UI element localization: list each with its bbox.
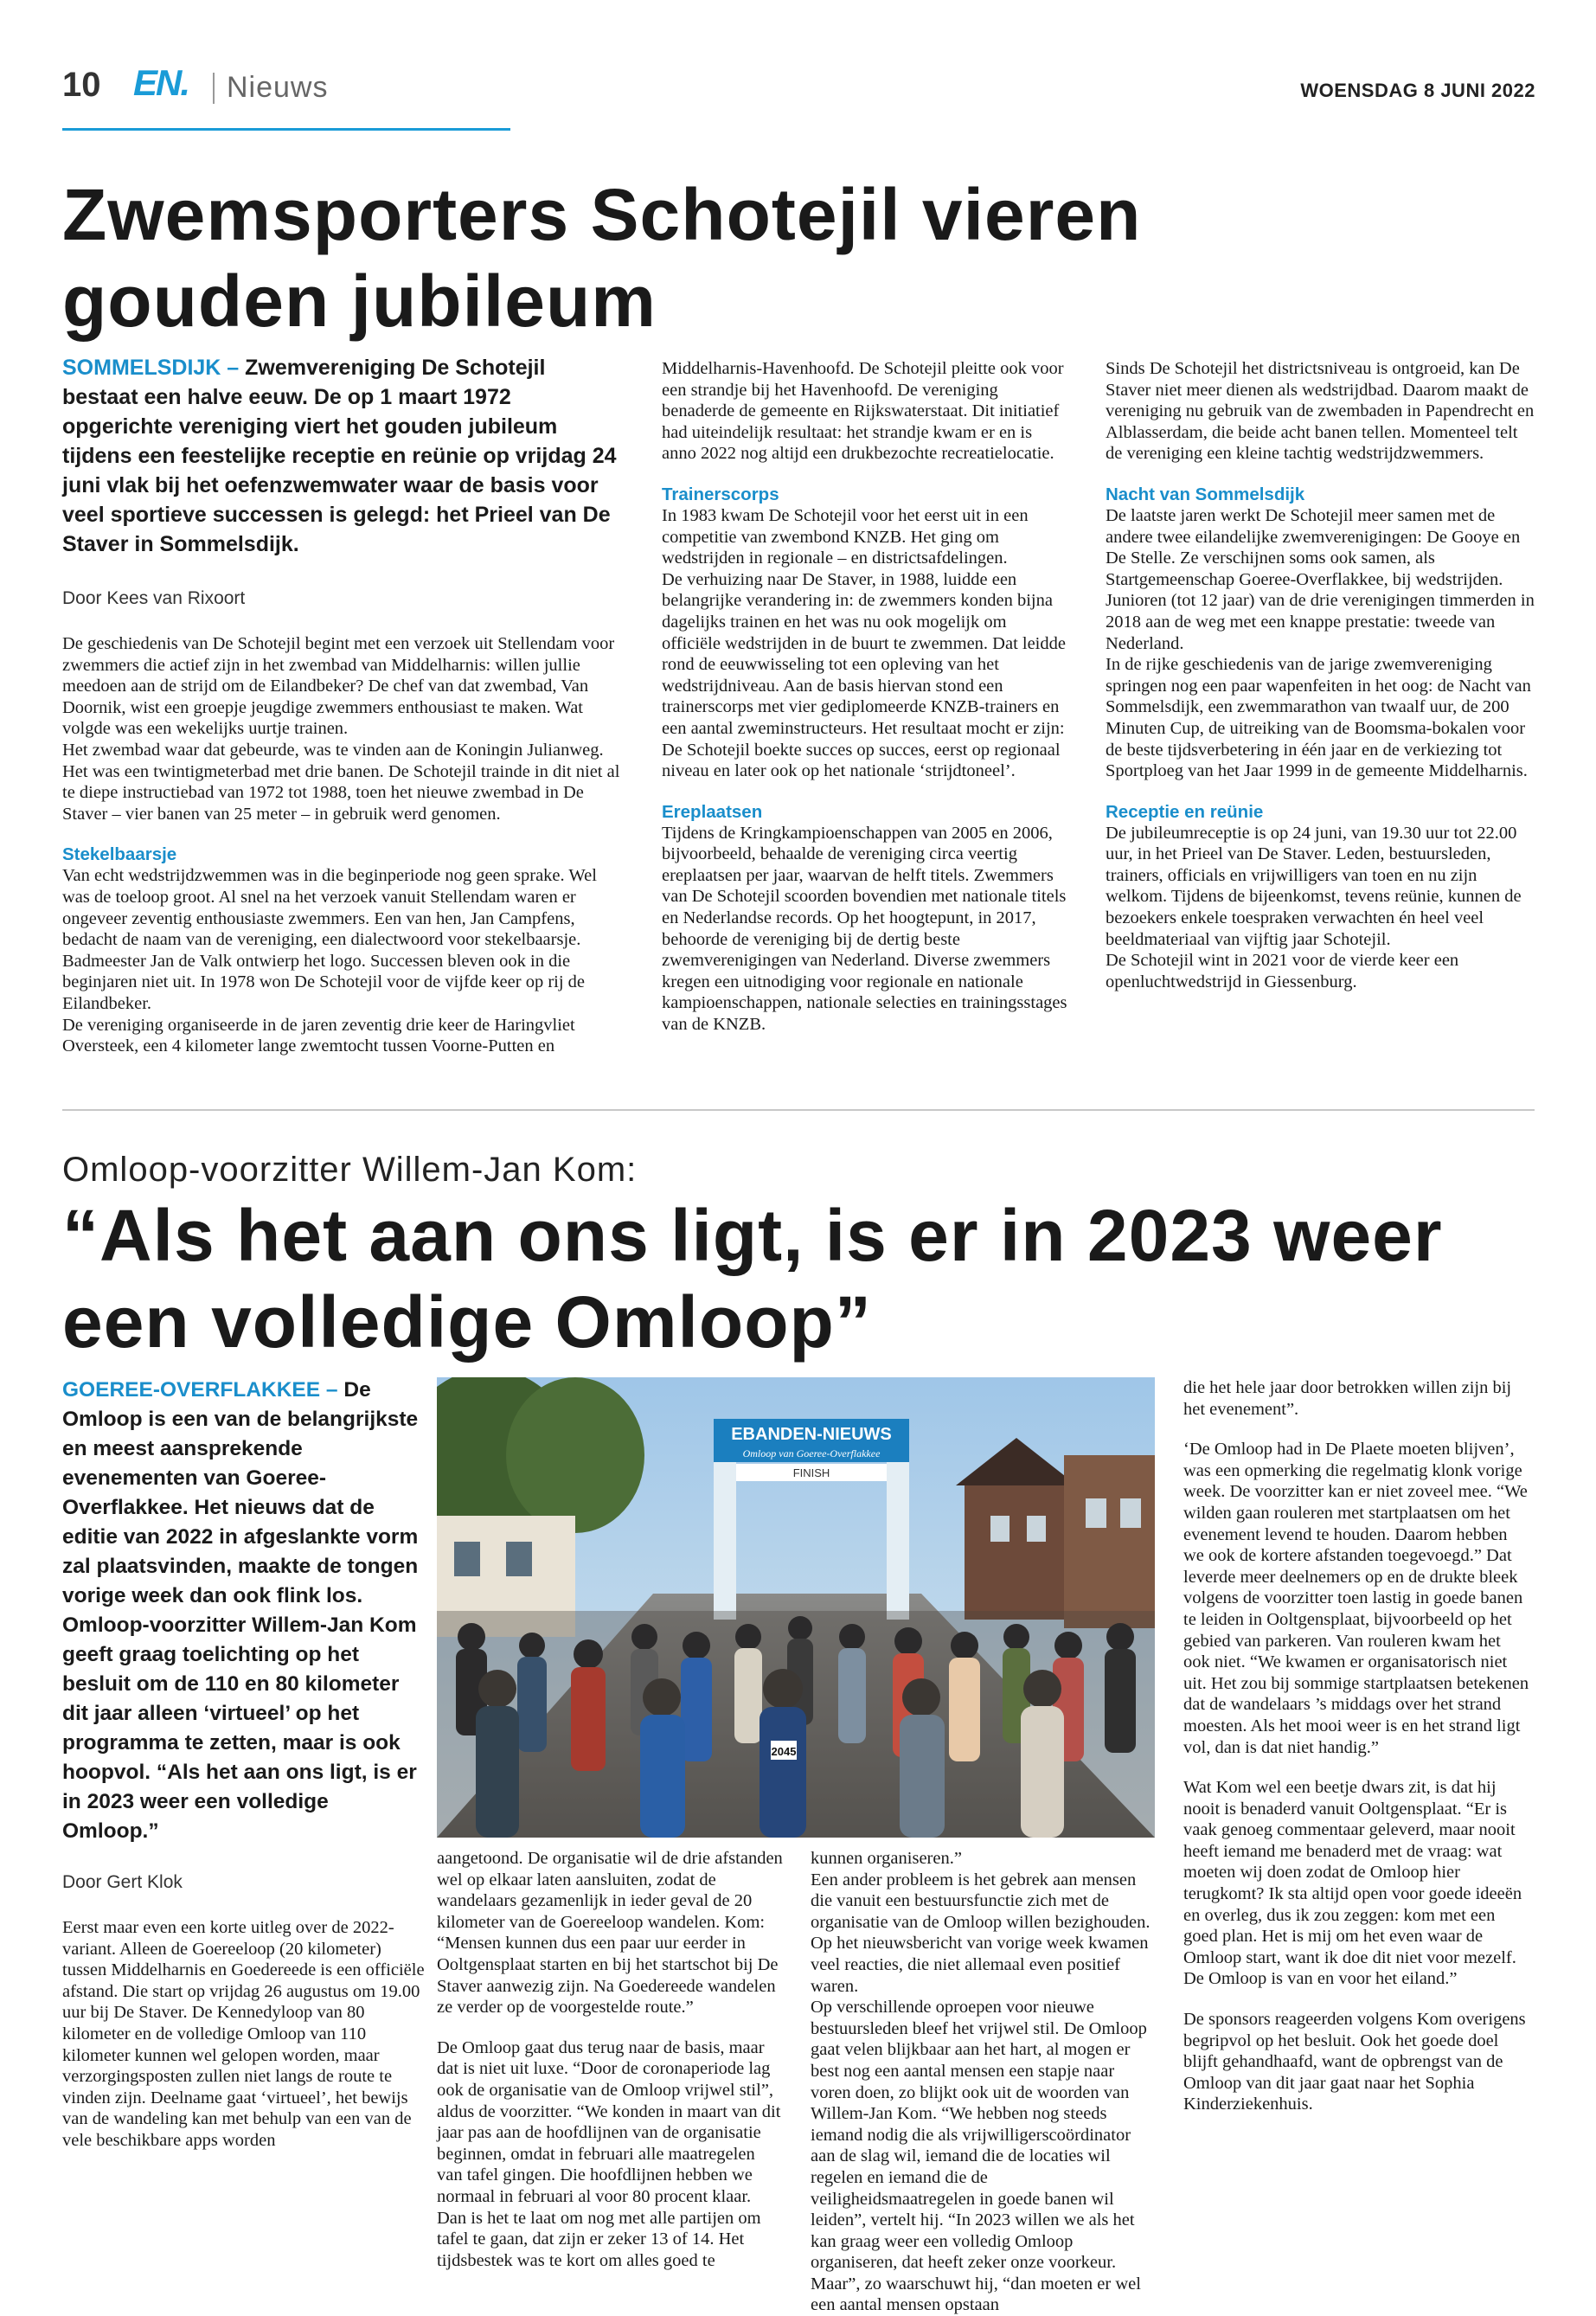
article2-paragraph: ‘De Omloop had in De Plaete moeten blijven’, was een opmerking die regelmatig klonk vorige week. De voorzitter kan er niet zoveel mee. “We wilden gaan rouleren met startplaatsen om het evenement levend te houden. Daarom hebben we ook de kortere afstanden toegevoegd.” Dat leverde meer deelnemers op en de drukte bleek volgens de voorzitter toen lastig in goede banen te leiden in Ooltgensplaat, bijvoorbeeld op het gebied van parkeren. Van rouleren kwam het ook niet. “We kwamen er organisatorisch niet uit. Het zou bij sommige startplaatsen betekenen dat de wandelaars ’s middags over het strand moesten. Als het mooi weer is en het strand ligt vol, dan is dat niet handig.” — [1183, 1440, 1529, 1757]
tree — [506, 1377, 644, 1533]
article1-paragraph: De geschiedenis van De Schotejil begint met een verzoek uit Stellendam voor zwemmers die actief zijn in het zwembad van Middelharnis: willen jullie meedoen aan de strijd om de Eilandbeker? De chef van dat zwembad, Van Doornik, wist een groepje jeugdige zwemmers enthousiast te maken. Wat volgde was een wekelijks uurtje trainen. Het zwembad waar dat gebeurde, was te vinden aan de Koningin Julianweg. Het was een twintigmeterbad met drie banen. De Schotejil trainde in dit niet al te diepe instructiebad van 1972 tot 1988, toen het nieuwe zwembad in De Staver – vier banen van 25 meter – in gebruik werd genomen. — [62, 634, 620, 824]
article1-byline: Door Kees van Rixoort — [62, 588, 246, 608]
article1-column-2 — [662, 358, 1068, 1036]
section-label: Nieuws — [227, 71, 329, 104]
article2-paragraph: De sponsors reageerden volgens Kom overigens begripvol op het besluit. Ook het goede doel blijft gehandhaafd, want de opbrengst van de Omloop van dit jaar gaat naar het Sophia Kinderziekenhuis. — [1183, 2010, 1526, 2114]
article2-lead-text: De Omloop is een van de belangrijkste en meest aansprekende evenementen van Goeree-Overflakkee. Het nieuws dat de editie van 2022 in afgeslankte vorm zal plaatsvinden, maakte de tongen vorige week dan ook flink los. Omloop-voorzitter Willem-Jan Kom geeft graag toelichting op het besluit om de 110 en 80 kilometer dit jaar alleen ‘virtueel’ op het programma te zetten, maar is ook hoopvol. “Als het aan ons ligt, is er in 2023 weer een volledige Omloop.” — [62, 1378, 419, 1843]
article1-paragraph: Van echt wedstrijdzwemmen was in die beginperiode nog geen sprake. Wel was de toeloop groot. Al snel na het verzoek vanuit Stellendam waren er ongeveer zeventig enthousiaste zwemmers. Een van hen, Jan Campfens, bedacht de naam van de vereniging, een dialectwoord voor stekelbaarsje. Badmeester Jan de Valk ontwierp het logo. Successen bleven ook in die beginjaren niet uit. In 1978 won De Schotejil voor de vijfde keer op rij de Eilandbeker. De vereniging organiseerde in de jaren zeventig drie keer de Haringvliet Oversteek, een 4 kilometer lange zwemtocht tussen Voorne-Putten en — [62, 866, 597, 1056]
article1-paragraph: De jubileumreceptie is op 24 juni, van 19.30 uur tot 22.00 uur, in het Prieel van De Staver. Leden, bestuursleden, trainers, officials en vrijwilligers van toen en nu zijn welkom. Tijdens de bijeenkomst, tevens reünie, kunnen de bezoekers enkele toespraken verwachten én heel veel beeldmateriaal van vijftig jaar Schotejil. De Schotejil wint in 2021 voor de vierde keer een openluchtwedstrijd in Giessenburg. — [1106, 823, 1522, 991]
page-number: 10 — [62, 66, 101, 104]
article1-paragraph: Tijdens de Kringkampioenschappen van 2005 en 2006, bijvoorbeeld, behaalde de vereniging circa veertig ereplaatsen per jaar, waarvan de helft titels. Zwemmers van De Schotejil scoorden bovendien met nationale titels en Nederlandse records. Op het hoogtepunt, in 2017, behoorde de vereniging bij de dertig beste zwemverenigingen van Nederland. Diverse zwemmers kregen een uitnodiging voor regionale en nationale kampioenschappen, nationale selecties en trainingsstages van de KNZB. — [662, 823, 1067, 1035]
article2-dateline: GOEREE-OVERFLAKKEE – — [62, 1378, 338, 1402]
article2-kicker: Omloop-voorzitter Willem-Jan Kom: — [62, 1151, 638, 1189]
article2-paragraph: Eerst maar even een korte uitleg over de 2022-variant. Alleen de Goereeloop (20 kilometer) tussen Middelharnis en Goedereede is een officiële afstand. Die start op vrijdag 26 augustus om 19.00 uur bij De Staver. De Kennedyloop van 80 kilometer en de volledige Omloop van 110 kilometer kunnen wel gelopen worden, maar verzorgingsposten zullen niet langs de route te vinden zijn. Deelname gaat ‘virtueel’, het bewijs van de wandeling kan met behulp van een van de vele beschikbare apps worden — [62, 1918, 425, 2150]
article1-lead — [62, 353, 625, 559]
header-separator — [213, 73, 215, 104]
article2-paragraph: Wat Kom wel een beetje dwars zit, is dat hij nooit is benaderd vanuit Ooltgensplaat. “Er is vaak genoeg commentaar geleverd, maar nooit heeft iemand me benaderd met de vraag: wat moeten wij doen zodat de Omloop hier terugkomt? Ik sta altijd open voor goede ideeën en overleg, dus ik zou zeggen: kom met een goed plan. Het is mij om het even waar de Omloop start, want ik doe dit niet voor mezelf. De Omloop is van en voor het eiland.” — [1183, 1778, 1522, 1989]
brand-logo: EN. — [133, 62, 189, 103]
article1-headline: Zwemsporters Schotejil vieren gouden jubileum — [62, 174, 1142, 342]
building — [965, 1481, 1068, 1620]
article1-paragraph: In 1983 kwam De Schotejil voor het eerst uit in een competitie van zwembond KNZB. Het ging om wedstrijden in regionale – en districtsafdelingen. De verhuizing naar De Staver, in 1988, luidde een belangrijke verandering in: de zwemmers konden bijna dagelijks trainen en het was nu ook mogelijk om officiële wedstrijden in de buurt te zwemmen. Dat leidde rond de eeuwwisseling tot een opleving van het wedstrijdniveau. Aan de basis hiervan stond een trainerscorps met vier gediplomeerde KNZB-trainers en een aantal zweminstructeurs. Het resultaat mocht er zijn: De Schotejil boekte succes op succes, eerst op regionaal niveau en later ook op het nationale ‘strijdtoneel’. — [662, 505, 1066, 781]
article2-paragraph: kunnen organiseren.” Een ander probleem is het gebrek aan mensen die vanuit een bestuursfunctie zich met de organisatie van de Omloop willen bezighouden. Op het nieuwsbericht van vorige week kwamen veel reacties, die niet allemaal even positief waren. Op verschillende oproepen voor nieuwe bestuursleden bleef het vrijwel stil. De Omloop gaat velen blijkbaar aan het hart, al mogen er best nog een aantal mensen een stapje naar voren doen, zo blijkt ook uit de woorden van Willem-Jan Kom. “We hebben nog steeds iemand nodig die als vrijwilligerscoördinator aan de slag wil, iemand die de locaties wil regelen en iemand die de veiligheidsmaatregelen in goede banen wil leiden”, vertelt hij. “In 2023 willen we als het kan graag weer een volledig Omloop organiseren, dat heeft zeker onze voorkeur. Maar”, zo waarschuwt hij, “dan moeten er wel een aantal mensen opstaan — [811, 1849, 1151, 2315]
article1-subhead-stekelbaarsje: Stekelbaarsje — [62, 844, 177, 865]
article2-column-1 — [62, 1376, 426, 2152]
article1-column-1 — [62, 353, 625, 1057]
finish-text: FINISH — [792, 1466, 830, 1479]
article2-byline: Door Gert Klok — [62, 1872, 183, 1892]
article1-subhead-nacht: Nacht van Sommelsdijk — [1106, 484, 1305, 504]
article2-headline: “Als het aan ons ligt, is er in 2023 weer een volledige Omloop” — [62, 1195, 1443, 1363]
omloop-finish-photo — [437, 1377, 1155, 1838]
banner-subtext: Omloop van Goeree-Overflakkee — [742, 1447, 881, 1460]
banner-text: EBANDEN-NIEUWS — [731, 1425, 892, 1444]
article1-paragraph: Sinds De Schotejil het districtsniveau is ontgroeid, kan De Staver niet meer dienen als wedstrijdbad. Daarom maakt de vereniging nu gebruik van de zwembaden in Papendrecht en Alblasserdam, die beide acht banen tellen. Momenteel telt de vereniging een kleine tachtig wedstrijdzwemmers. — [1106, 359, 1535, 464]
article1-lead-text: Zwemvereniging De Schotejil bestaat een halve eeuw. De op 1 maart 1972 opgerichte vereniging viert het gouden jubileum tijdens een feestelijke receptie en reünie op vrijdag 24 juni vlak bij het oefenzwemwater waar de basis voor veel sportieve successen is gelegd: het Prieel van De Staver in Sommelsdijk. — [62, 356, 617, 556]
article-divider — [62, 1109, 1535, 1111]
article1-paragraph: Middelharnis-Havenhoofd. De Schotejil pleitte ook voor een strandje bij het Havenhoofd. De vereniging benaderde de gemeente en Rijkswaterstaat. Dit initiatief had uiteindelijk resultaat: het strandje kwam er en is anno 2022 nog altijd een drukbezochte recreatielocatie. — [662, 359, 1064, 464]
publication-date: WOENSDAG 8 JUNI 2022 — [1300, 80, 1535, 101]
photo-illustration — [437, 1377, 1155, 1838]
article1-subhead-ereplaatsen: Ereplaatsen — [662, 801, 763, 822]
article1-dateline: SOMMELSDIJK – — [62, 356, 240, 380]
article1-subhead-trainerscorps: Trainerscorps — [662, 484, 779, 504]
article1-subhead-receptie: Receptie en reünie — [1106, 801, 1264, 822]
article2-column-2 — [437, 1848, 783, 2271]
article1-column-3 — [1106, 358, 1538, 992]
bib-number: 2045 — [771, 1745, 797, 1758]
article2-column-4 — [1183, 1377, 1529, 2115]
article2-lead — [62, 1376, 426, 1846]
article2-paragraph: die het hele jaar door betrokken willen zijn bij het evenement”. — [1183, 1378, 1512, 1419]
article1-paragraph: De laatste jaren werkt De Schotejil meer samen met de andere twee eilandelijke zwemverenigingen: De Gooye en De Stelle. Ze verschijnen soms ook samen, als Startgemeenschap Goeree-Overflakkee, bij wedstrijden. Junioren (tot 12 jaar) van de drie verenigingen timmerden in 2018 aan de weg met een knappe prestatie: tweede van Nederland. In de rijke geschiedenis van de jarige zwemvereniging springen nog een paar wapenfeiten in het oog: de Nacht van Sommelsdijk, een zwemmarathon van twaalf uur, de 200 Minuten Cup, de uitreiking van de Boomsma-bokalen voor de beste tijdsverbetering in één jaar en de verkiezing tot Sportploeg van het Jaar 1999 in de gemeente Middelharnis. — [1106, 505, 1535, 781]
header-rule — [62, 128, 510, 131]
article2-paragraph: De Omloop gaat dus terug naar de basis, maar dat is niet uit luxe. “Door de coronaperiode lag ook de organisatie van de Omloop vrijwel stil”, aldus de voorzitter. “We konden in maart van dit jaar pas aan de hoofdlijnen van de organisatie beginnen, omdat in februari alle maatregelen van tafel gingen. Die hoofdlijnen hebben we normaal in februari al voor 80 procent klaar. Dan is het te laat om nog met alle partijen om tafel te gaan, dat zijn er zeker 13 of 14. Het tijdsbestek was te kort om alles goed te — [437, 2037, 781, 2270]
article2-column-3 — [811, 1848, 1157, 2316]
crowd — [437, 1611, 1155, 1838]
building — [1064, 1455, 1155, 1628]
article2-paragraph: aangetoond. De organisatie wil de drie afstanden wel op elkaar laten aansluiten, zodat de wandelaars gezamenlijk in ieder geval de 20 kilometer van de Goereeloop wandelen. Kom: “Mensen kunnen dus een paar uur eerder in Ooltgensplaat starten en bij het startschot bij De Staver aanwezig zijn. Na Goedereede wandelen ze verder op de voorgestelde route.” — [437, 1849, 783, 2018]
